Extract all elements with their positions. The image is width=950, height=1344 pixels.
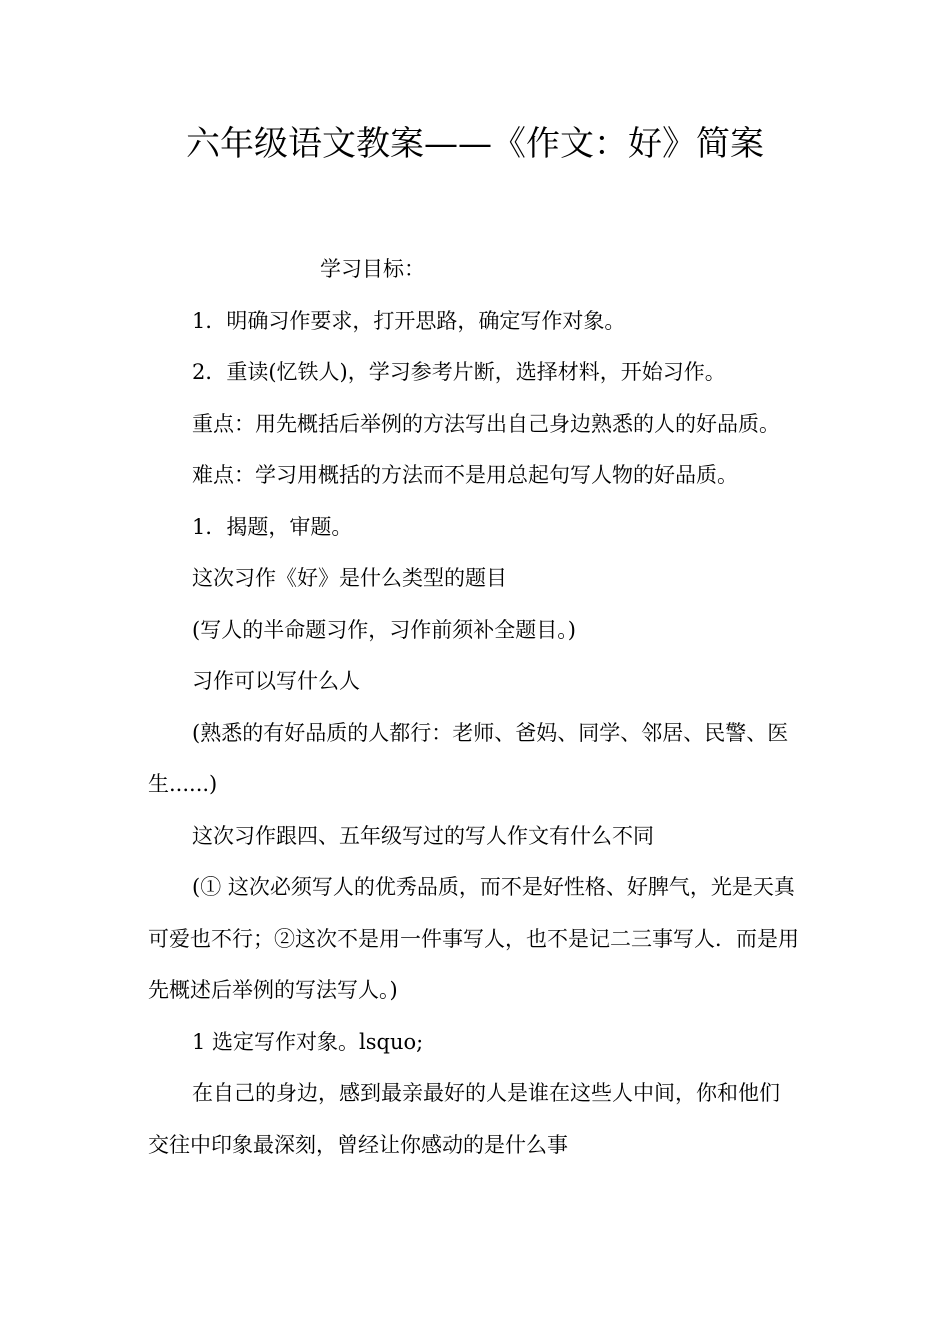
document-title: 六年级语文教案——《作文：好》简案 <box>186 124 764 164</box>
paragraph: 重点：用先概括后举例的方法写出自己身边熟悉的人的好品质。 <box>192 411 780 436</box>
paragraph: (① 这次必须写人的优秀品质，而不是好性格、好脾气，光是天真可爱也不行；②这次不是用一件事写人，也不是记二三事写人．而是用先概述后举例的写法写人。) <box>148 875 799 1002</box>
learning-goal-label: 学习目标： <box>320 257 425 281</box>
paragraph: 这次习作《好》是什么类型的题目 <box>192 566 507 590</box>
paragraph: 2．重读(忆铁人)，学习参考片断，选择材料，开始习作。 <box>192 360 726 384</box>
paragraph: 习作可以写什么人 <box>192 669 360 693</box>
paragraph: 1 选定写作对象。lsquo; <box>192 1029 424 1054</box>
paragraph: 这次习作跟四、五年级写过的写人作文有什么不同 <box>192 823 654 848</box>
paragraph: 1．明确习作要求，打开思路，确定写作对象。 <box>192 308 626 333</box>
paragraph: 难点：学习用概括的方法而不是用总起句写人物的好品质。 <box>192 463 738 487</box>
document-body <box>148 244 800 1171</box>
paragraph: (熟悉的有好品质的人都行：老师、爸妈、同学、邻居、民警、医生......) <box>148 720 789 796</box>
paragraph: 1．揭题，审题。 <box>192 514 353 539</box>
paragraph: 在自己的身边，感到最亲最好的人是谁在这些人中间，你和他们交往中印象最深刻，曾经让你感动的是什么事 <box>148 1081 780 1157</box>
paragraph: (写人的半命题习作，习作前须补全题目。) <box>192 617 576 642</box>
